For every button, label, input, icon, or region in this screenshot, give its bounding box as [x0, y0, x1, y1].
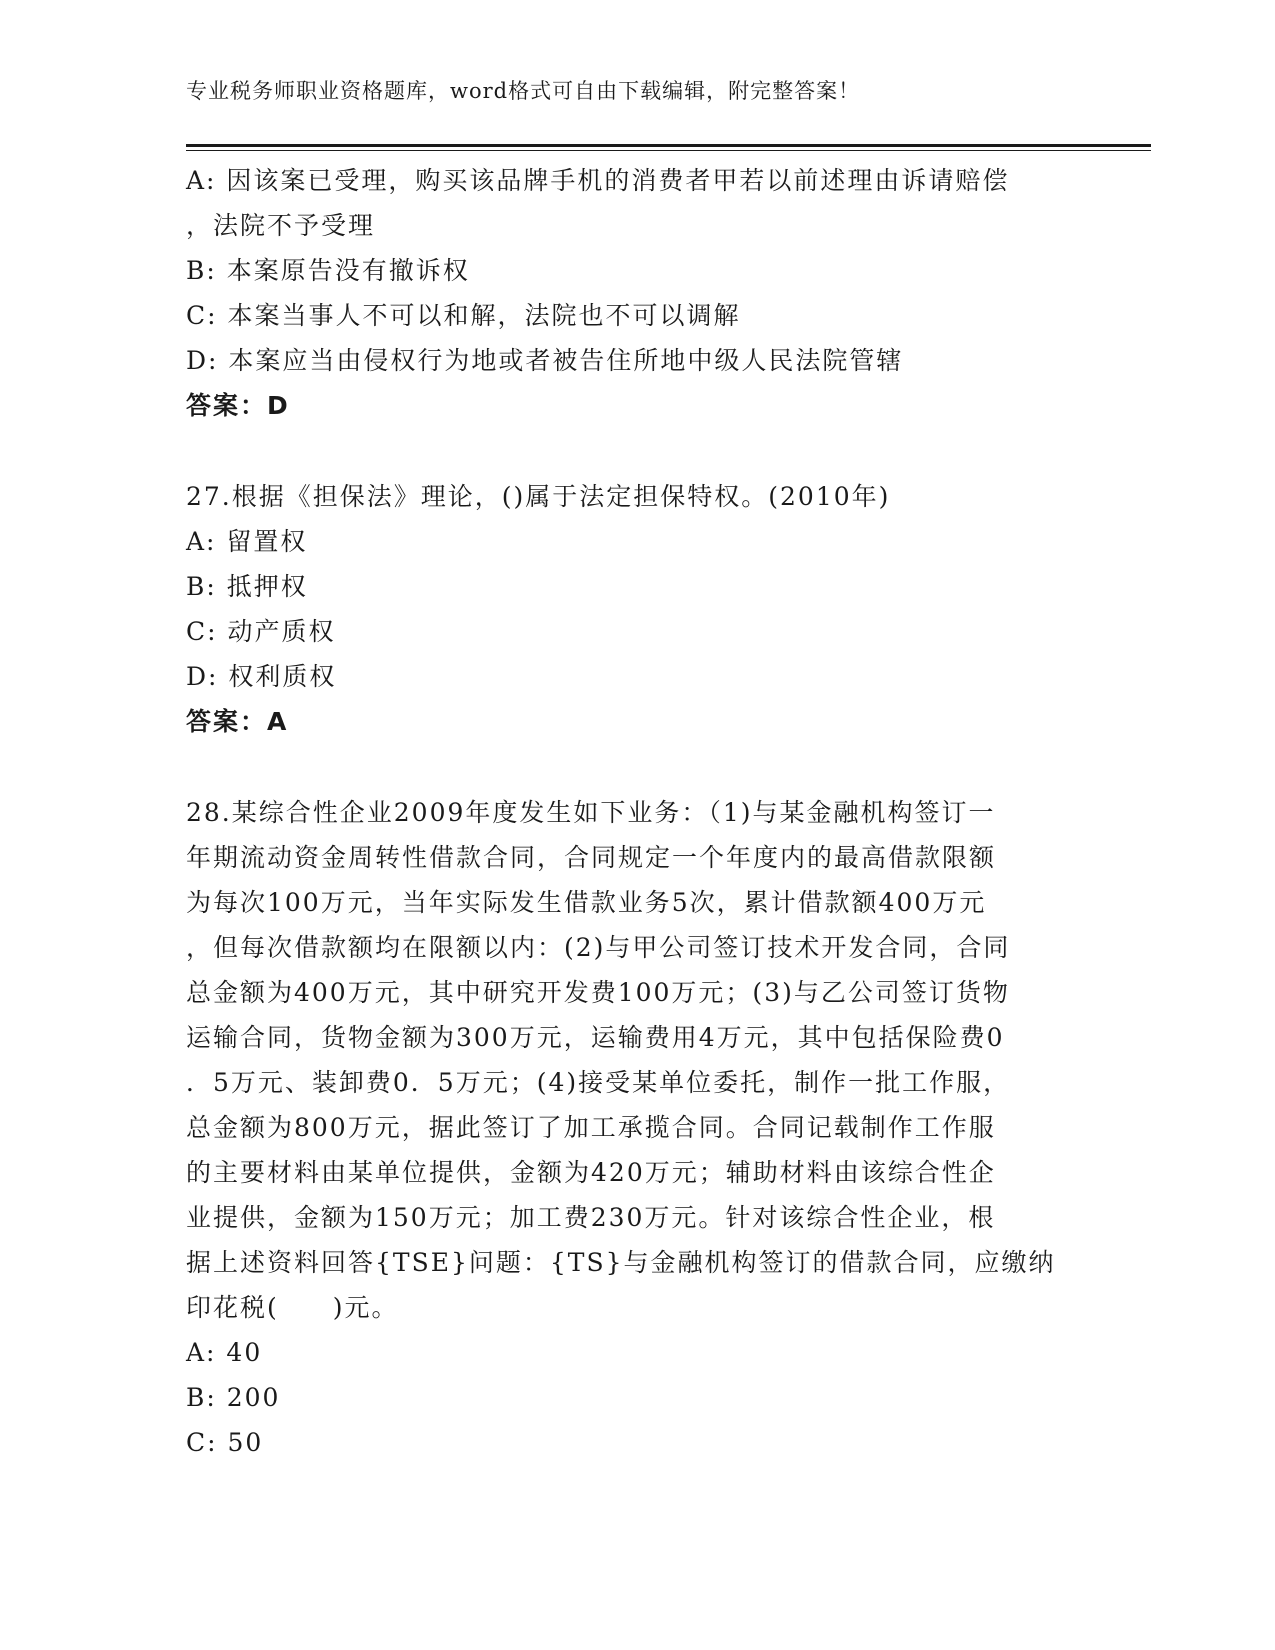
- option-a-continued: ，法院不予受理: [186, 211, 376, 240]
- option-b: B: 200: [186, 1383, 281, 1412]
- page-header: 专业税务师职业资格题库，word格式可自由下载编辑，附完整答案！: [186, 79, 861, 103]
- question-27-text: 27.根据《担保法》理论，()属于法定担保特权。(2010年): [186, 482, 891, 511]
- document-body: [186, 158, 1086, 1465]
- header-rule-thick: [186, 144, 1151, 147]
- option-b: B: 抵押权: [186, 572, 308, 601]
- option-c: C: 动产质权: [186, 617, 336, 646]
- question-28-line: 总金额为800万元，据此签订了加工承揽合同。合同记载制作工作服: [186, 1113, 996, 1142]
- question-28-line: 印花税( )元。: [186, 1293, 399, 1322]
- option-d: D: 权利质权: [186, 662, 337, 691]
- question-28-line: 为每次100万元，当年实际发生借款业务5次，累计借款额400万元: [186, 888, 987, 917]
- question-28-line: 年期流动资金周转性借款合同，合同规定一个年度内的最高借款限额: [186, 843, 997, 872]
- question-27: [186, 474, 1086, 744]
- question-26: [186, 158, 1086, 428]
- question-28-line: ，但每次借款额均在限额以内：(2)与甲公司签订技术开发合同，合同: [186, 933, 1011, 962]
- answer-27: 答案：A: [186, 707, 289, 736]
- question-28: [186, 790, 1086, 1465]
- spacer: [186, 744, 1086, 790]
- option-a: A: 40: [186, 1338, 263, 1367]
- spacer: [186, 428, 1086, 474]
- question-28-line: ．5万元、装卸费0．5万元；(4)接受某单位委托，制作一批工作服，: [186, 1068, 1011, 1097]
- question-28-line: 28.某综合性企业2009年度发生如下业务：（1)与某金融机构签订一: [186, 798, 996, 827]
- header-rule-thin: [186, 150, 1151, 151]
- answer-26: 答案：D: [186, 391, 290, 420]
- option-d: D: 本案应当由侵权行为地或者被告住所地中级人民法院管辖: [186, 346, 904, 375]
- option-a: A: 因该案已受理，购买该品牌手机的消费者甲若以前述理由诉请赔偿: [186, 166, 1010, 195]
- option-c: C: 本案当事人不可以和解，法院也不可以调解: [186, 301, 741, 330]
- option-b: B: 本案原告没有撤诉权: [186, 256, 470, 285]
- question-28-line: 运输合同，货物金额为300万元，运输费用4万元，其中包括保险费0: [186, 1023, 1005, 1052]
- question-28-line: 据上述资料回答{TSE}问题：{TS}与金融机构签订的借款合同，应缴纳: [186, 1248, 1056, 1277]
- option-c: C: 50: [186, 1428, 264, 1457]
- question-28-line: 业提供，金额为150万元；加工费230万元。针对该综合性企业，根: [186, 1203, 996, 1232]
- question-28-line: 的主要材料由某单位提供，金额为420万元；辅助材料由该综合性企: [186, 1158, 996, 1187]
- option-a: A: 留置权: [186, 527, 308, 556]
- question-28-line: 总金额为400万元，其中研究开发费100万元；(3)与乙公司签订货物: [186, 978, 1010, 1007]
